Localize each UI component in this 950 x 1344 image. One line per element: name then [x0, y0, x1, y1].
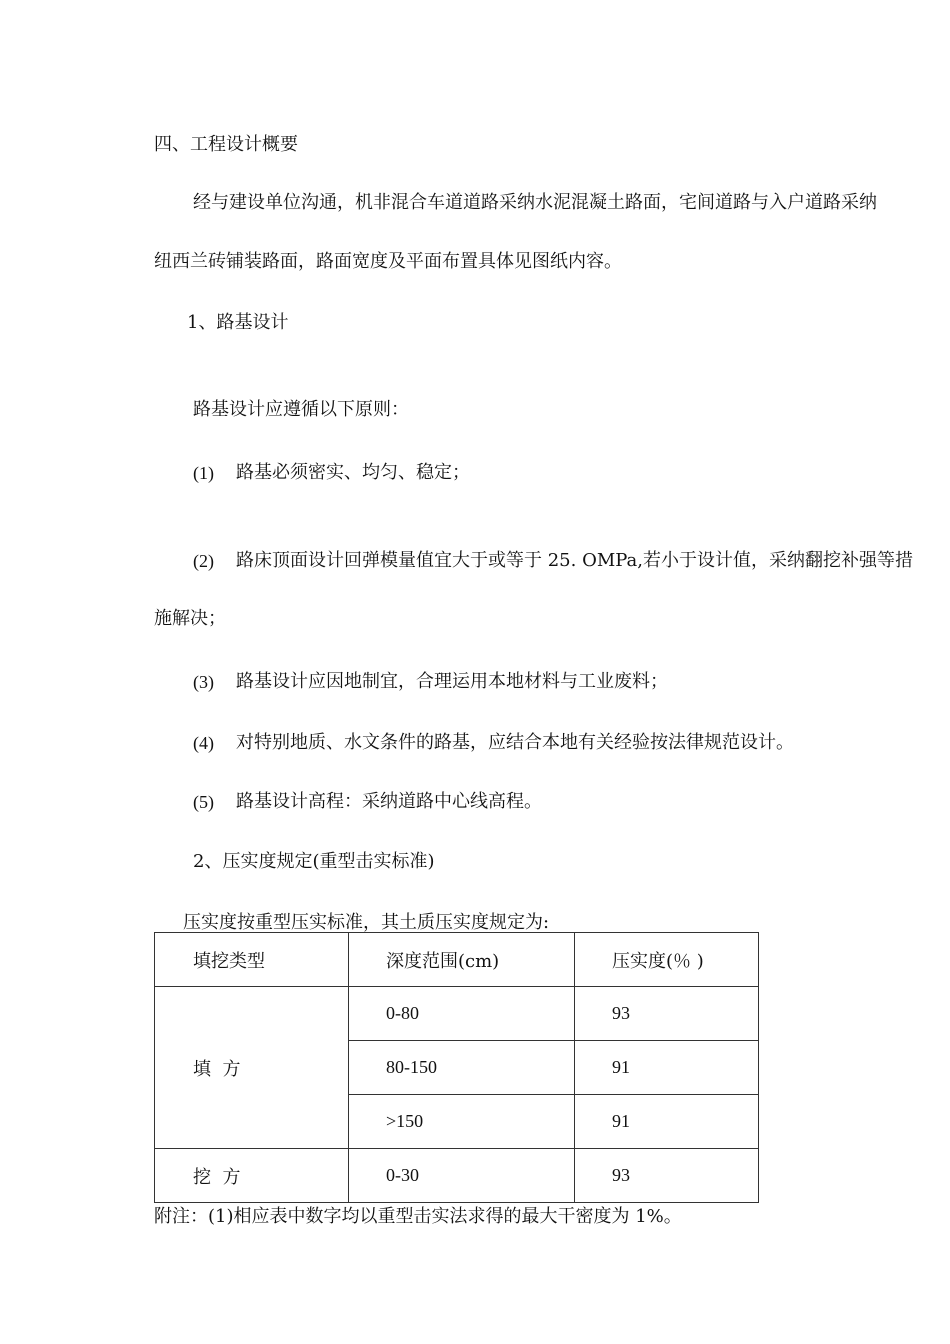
table-row — [155, 1149, 759, 1203]
principles-intro: 路基设计应遵循以下原则： — [193, 399, 409, 420]
table-footnote: 附注：(1)相应表中数字均以重型击实法求得的最大干密度为 1%。 — [154, 1206, 682, 1227]
principle-text: 路基必须密实、均匀、稳定； — [236, 462, 470, 483]
depth-cell: >150 — [349, 1095, 575, 1149]
principle-number: (1) — [193, 463, 214, 483]
compaction-cell: 91 — [575, 1041, 759, 1095]
principle-number: (3) — [193, 672, 214, 692]
principle-number: (4) — [193, 733, 214, 753]
principle-text: 路基设计高程：采纳道路中心线高程。 — [236, 791, 542, 812]
section-heading: 四、工程设计概要 — [154, 134, 298, 155]
cut-type-cell: 挖 方 — [155, 1149, 349, 1203]
intro-paragraph-line2: 纽西兰砖铺装路面，路面宽度及平面布置具体见图纸内容。 — [154, 251, 622, 272]
subgrade-heading: 1、路基设计 — [187, 312, 289, 333]
table-header-row — [155, 933, 759, 987]
depth-cell: 80-150 — [349, 1041, 575, 1095]
principle-number: (2) — [193, 551, 214, 571]
depth-cell: 0-80 — [349, 987, 575, 1041]
compaction-heading: 2、压实度规定(重型击实标准) — [193, 851, 435, 872]
compaction-cell: 93 — [575, 1149, 759, 1203]
compaction-table — [154, 932, 759, 1203]
table-row — [155, 987, 759, 1041]
principle-text: 路床顶面设计回弹模量值宜大于或等于 25. OMPa,若小于设计值，采纳翻挖补强等措 — [236, 550, 914, 571]
fill-type-cell: 填 方 — [155, 987, 349, 1149]
header-compaction-degree: 压实度(％ ) — [575, 933, 759, 987]
compaction-cell: 91 — [575, 1095, 759, 1149]
header-depth-range: 深度范围(cm) — [349, 933, 575, 987]
intro-paragraph-line1: 经与建设单位沟通，机非混合车道道路采纳水泥混凝土路面，宅间道路与入户道路采纳 — [193, 192, 877, 213]
compaction-cell: 93 — [575, 987, 759, 1041]
principle-text: 路基设计应因地制宜，合理运用本地材料与工业废料； — [236, 671, 668, 692]
principle-text: 对特别地质、水文条件的路基，应结合本地有关经验按法律规范设计。 — [236, 732, 794, 753]
header-fill-cut-type: 填挖类型 — [155, 933, 349, 987]
depth-cell: 0-30 — [349, 1149, 575, 1203]
compaction-intro: 压实度按重型压实标准，其土质压实度规定为: — [183, 912, 550, 933]
principle-text-continuation: 施解决； — [154, 608, 226, 629]
principle-number: (5) — [193, 792, 214, 812]
